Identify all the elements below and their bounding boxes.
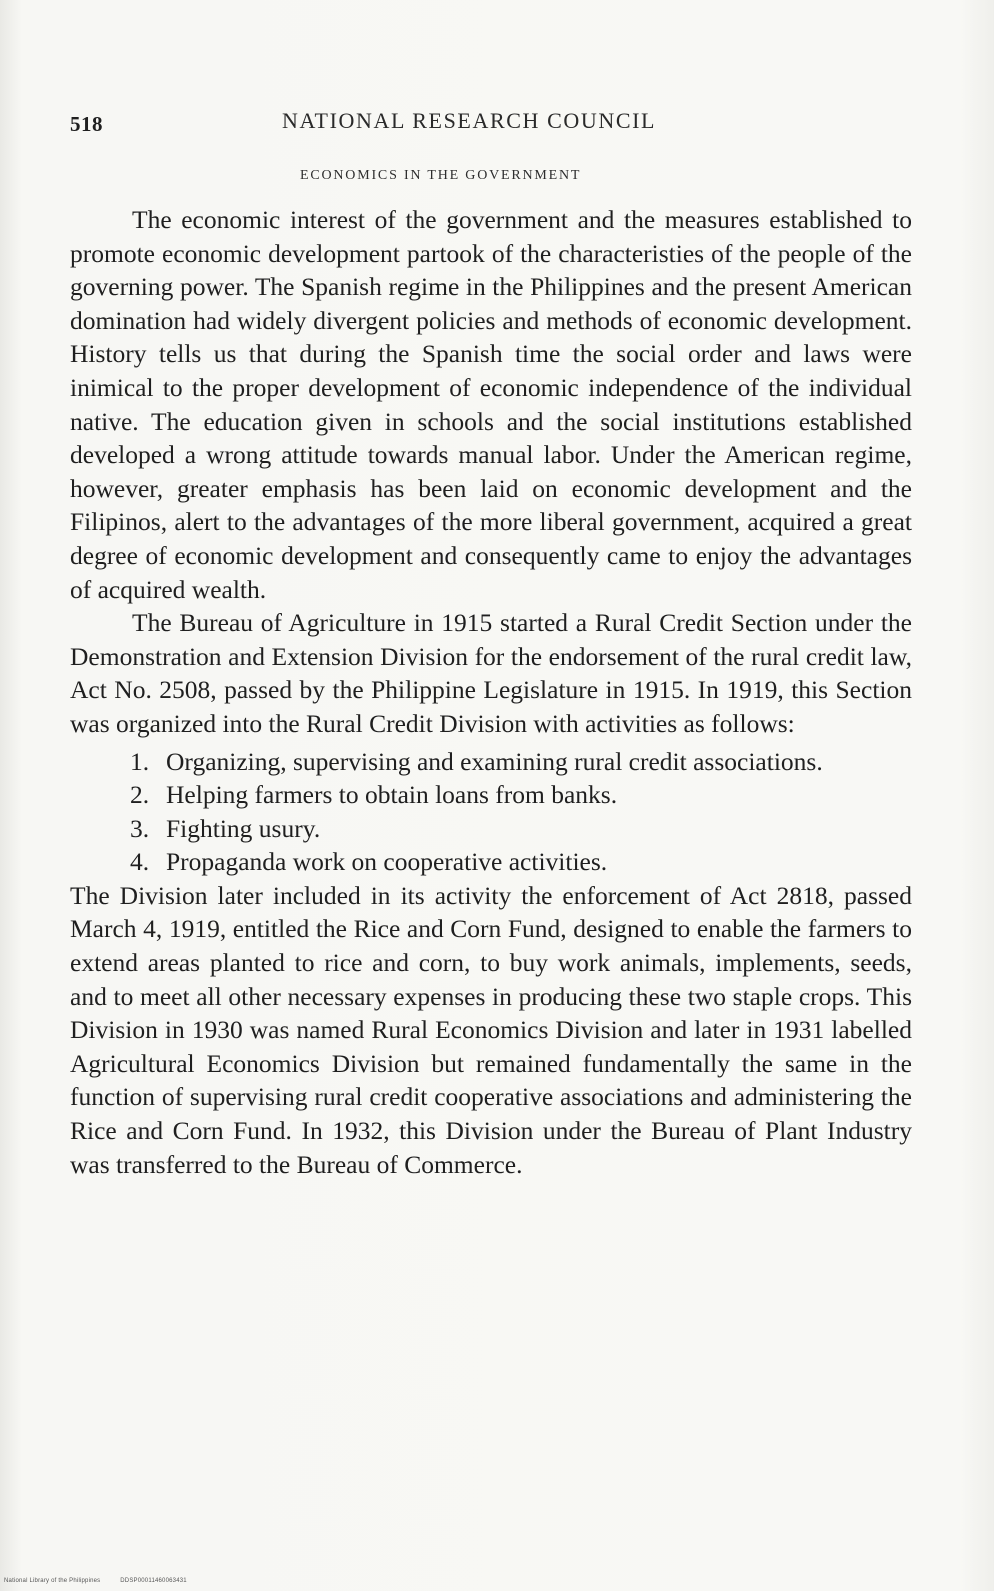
running-title: NATIONAL RESEARCH COUNCIL	[282, 108, 657, 133]
paragraph-bureau-of-agriculture: The Bureau of Agriculture in 1915 started a Rural Credit Section under the Demonstration and Extension Division for the endorsement of the rural credit law, Act No. 2508, passed by the Philippine Legislature in 1915. In 1919, this Section was organized into the Rural Credit Division with activities as follows:	[70, 608, 912, 738]
list-item	[70, 778, 912, 812]
footer-code: DDSP00011460063431	[120, 1578, 187, 1584]
list-item-text: Organizing, supervising and examining rural credit associations.	[166, 746, 823, 776]
list-item-number: 2.	[130, 780, 150, 810]
paragraph-economic-interest: The economic interest of the government and the measures established to promote economic development partook of the characteristies of the people of the governing power. The Spanish regime in the Philippines and the present American domination had widely divergent policies and methods of economic development. History tells us that during the Spanish time the social order and laws were inimical to the proper development of economic independence of the individual native. The education given in schools and the social institutions established developed a wrong attitude towards manual labor. Under the American regime, however, greater emphasis has been laid on economic development and the Filipinos, alert to the advantages of the more liberal government, acquired a great degree of economic development and consequently came to enjoy the advantages of acquired wealth.	[70, 205, 912, 604]
body-text	[70, 203, 912, 1181]
list-item-number: 4.	[130, 847, 150, 877]
footer-library: National Library of the Philippines	[4, 1578, 101, 1584]
list-item-text: Helping farmers to obtain loans from banks.	[166, 780, 618, 810]
page-number: 518	[70, 112, 103, 136]
paragraph-division-history: The Division later included in its activity the enforcement of Act 2818, passed March 4, 1919, entitled the Rice and Corn Fund, designed to enable the farmers to extend areas planted to rice and corn, to buy work animals, implements, seeds, and to meet all other necessary expenses in producing these two staple crops. This Division in 1930 was named Rural Economics Division and later in 1931 labelled Agricultural Economics Division but remained fundamentally the same in the function of supervising rural credit cooperative associations and administering the Rice and Corn Fund. In 1932, this Division under the Bureau of Plant Industry was transferred to the Bureau of Commerce.	[70, 880, 912, 1179]
list-item	[70, 812, 912, 846]
list-item-number: 1.	[130, 746, 150, 776]
page-header	[70, 108, 920, 144]
list-item	[70, 845, 912, 879]
list-item	[70, 745, 912, 779]
list-item-number: 3.	[130, 813, 150, 843]
activities-list	[70, 745, 912, 879]
list-item-text: Propaganda work on cooperative activities.	[166, 847, 608, 877]
list-item-text: Fighting usury.	[166, 813, 321, 843]
scan-footer	[4, 1578, 205, 1584]
section-heading: ECONOMICS IN THE GOVERNMENT	[300, 168, 582, 183]
